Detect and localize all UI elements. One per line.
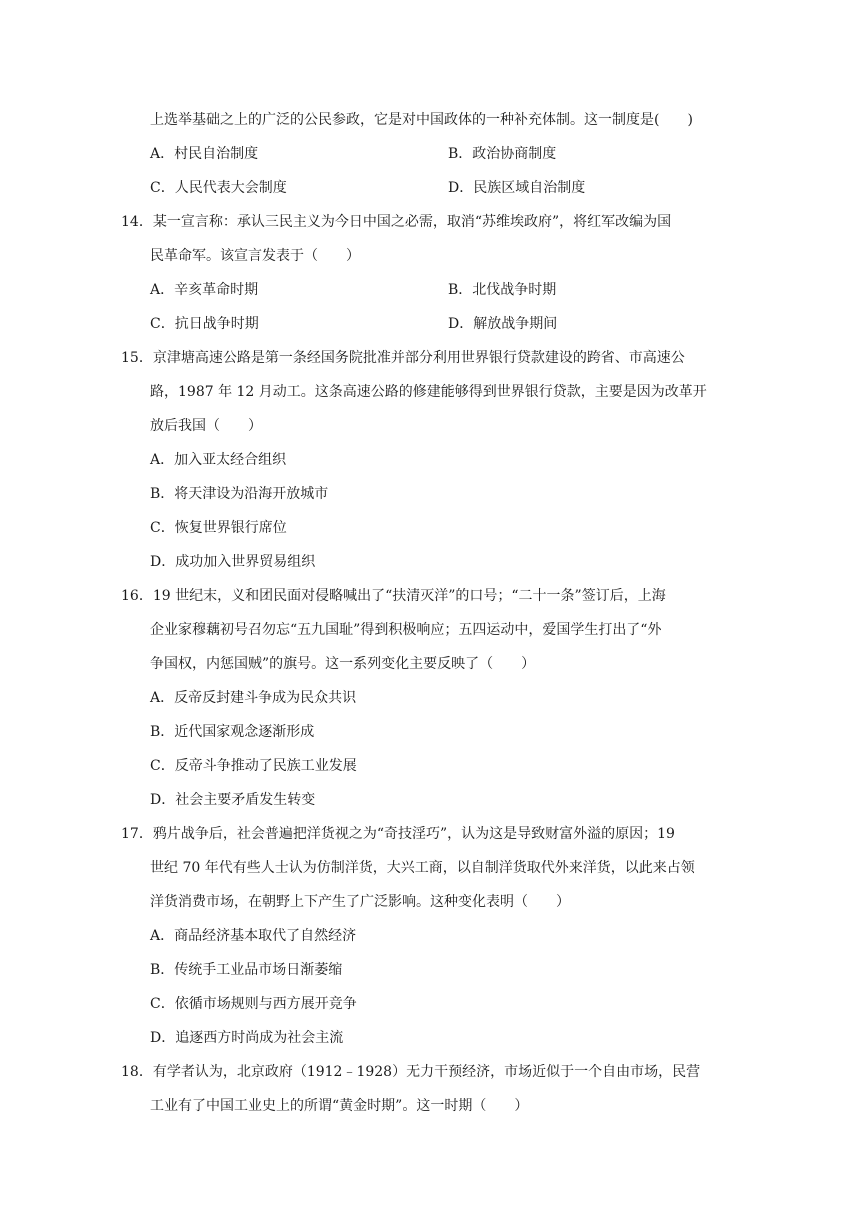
q15-option-a: A．加入亚太经合组织 <box>150 452 287 468</box>
q16-stem-line-3: 争国权，内惩国贼”的旗号。这一系列变化主要反映了（ ） <box>150 656 536 672</box>
q16-option-b: B．近代国家观念逐渐形成 <box>150 724 315 740</box>
q18-stem-line-1: 18．有学者认为，北京政府（1912﹣1928）无力干预经济，市场近似于一个自由市场，民营 <box>121 1064 701 1080</box>
q17-option-d: D．追逐西方时尚成为社会主流 <box>150 1030 344 1046</box>
q16-option-d: D．社会主要矛盾发生转变 <box>150 792 316 808</box>
q17-stem-line-2: 世纪 70 年代有些人士认为仿制洋货，大兴工商，以自制洋货取代外来洋货，以此来占领 <box>150 860 695 876</box>
q15-stem-line-1: 15．京津塘高速公路是第一条经国务院批准并部分利用世界银行贷款建设的跨省、市高速公 <box>121 350 685 366</box>
q15-option-c: C．恢复世界银行席位 <box>150 520 287 536</box>
q16-option-c: C．反帝斗争推动了民族工业发展 <box>150 758 357 774</box>
q14-stem-line-2: 民革命军。该宣言发表于（ ） <box>150 248 360 264</box>
q17-option-c: C．依循市场规则与西方展开竞争 <box>150 996 357 1012</box>
q14-option-d: D．解放战争期间 <box>448 316 558 332</box>
q13-option-b: B．政治协商制度 <box>448 146 557 162</box>
q17-option-a: A．商品经济基本取代了自然经济 <box>150 928 357 944</box>
q16-option-a: A．反帝反封建斗争成为民众共识 <box>150 690 357 706</box>
q13-option-a: A．村民自治制度 <box>150 146 259 162</box>
q14-option-c: C．抗日战争时期 <box>150 316 259 332</box>
q15-option-d: D．成功加入世界贸易组织 <box>150 554 316 570</box>
q17-stem-line-1: 17．鸦片战争后，社会普遍把洋货视之为“奇技淫巧”，认为这是导致财富外溢的原因；19 <box>121 826 675 842</box>
q13-option-c: C．人民代表大会制度 <box>150 180 287 196</box>
q17-stem-line-3: 洋货消费市场，在朝野上下产生了广泛影响。这种变化表明（ ） <box>150 894 570 910</box>
q15-option-b: B．将天津设为沿海开放城市 <box>150 486 329 502</box>
q14-option-b: B．北伐战争时期 <box>448 282 557 298</box>
q17-option-b: B．传统手工业品市场日渐萎缩 <box>150 962 343 978</box>
q15-stem-line-2: 路，1987 年 12 月动工。这条高速公路的修建能够得到世界银行贷款，主要是因为改革开 <box>150 384 707 400</box>
q16-stem-line-1: 16．19 世纪末，义和团民面对侵略喊出了“扶清灭洋”的口号；“二十一条”签订后，上海 <box>121 588 666 604</box>
q14-stem-line-1: 14．某一宣言称：承认三民主义为今日中国之必需，取消“苏维埃政府”，将红军改编为国 <box>121 214 672 230</box>
q18-stem-line-2: 工业有了中国工业史上的所谓“黄金时期”。这一时期（ ） <box>150 1098 529 1114</box>
q14-option-a: A．辛亥革命时期 <box>150 282 259 298</box>
q13-option-d: D．民族区域自治制度 <box>448 180 586 196</box>
q16-stem-line-2: 企业家穆藕初号召勿忘“五九国耻”得到积极响应；五四运动中，爱国学生打出了“外 <box>150 622 662 638</box>
q13-stem-tail: 上选举基础之上的广泛的公民参政，它是对中国政体的一种补充体制。这一制度是( ) <box>150 112 693 128</box>
q15-stem-line-3: 放后我国（ ） <box>150 418 262 434</box>
